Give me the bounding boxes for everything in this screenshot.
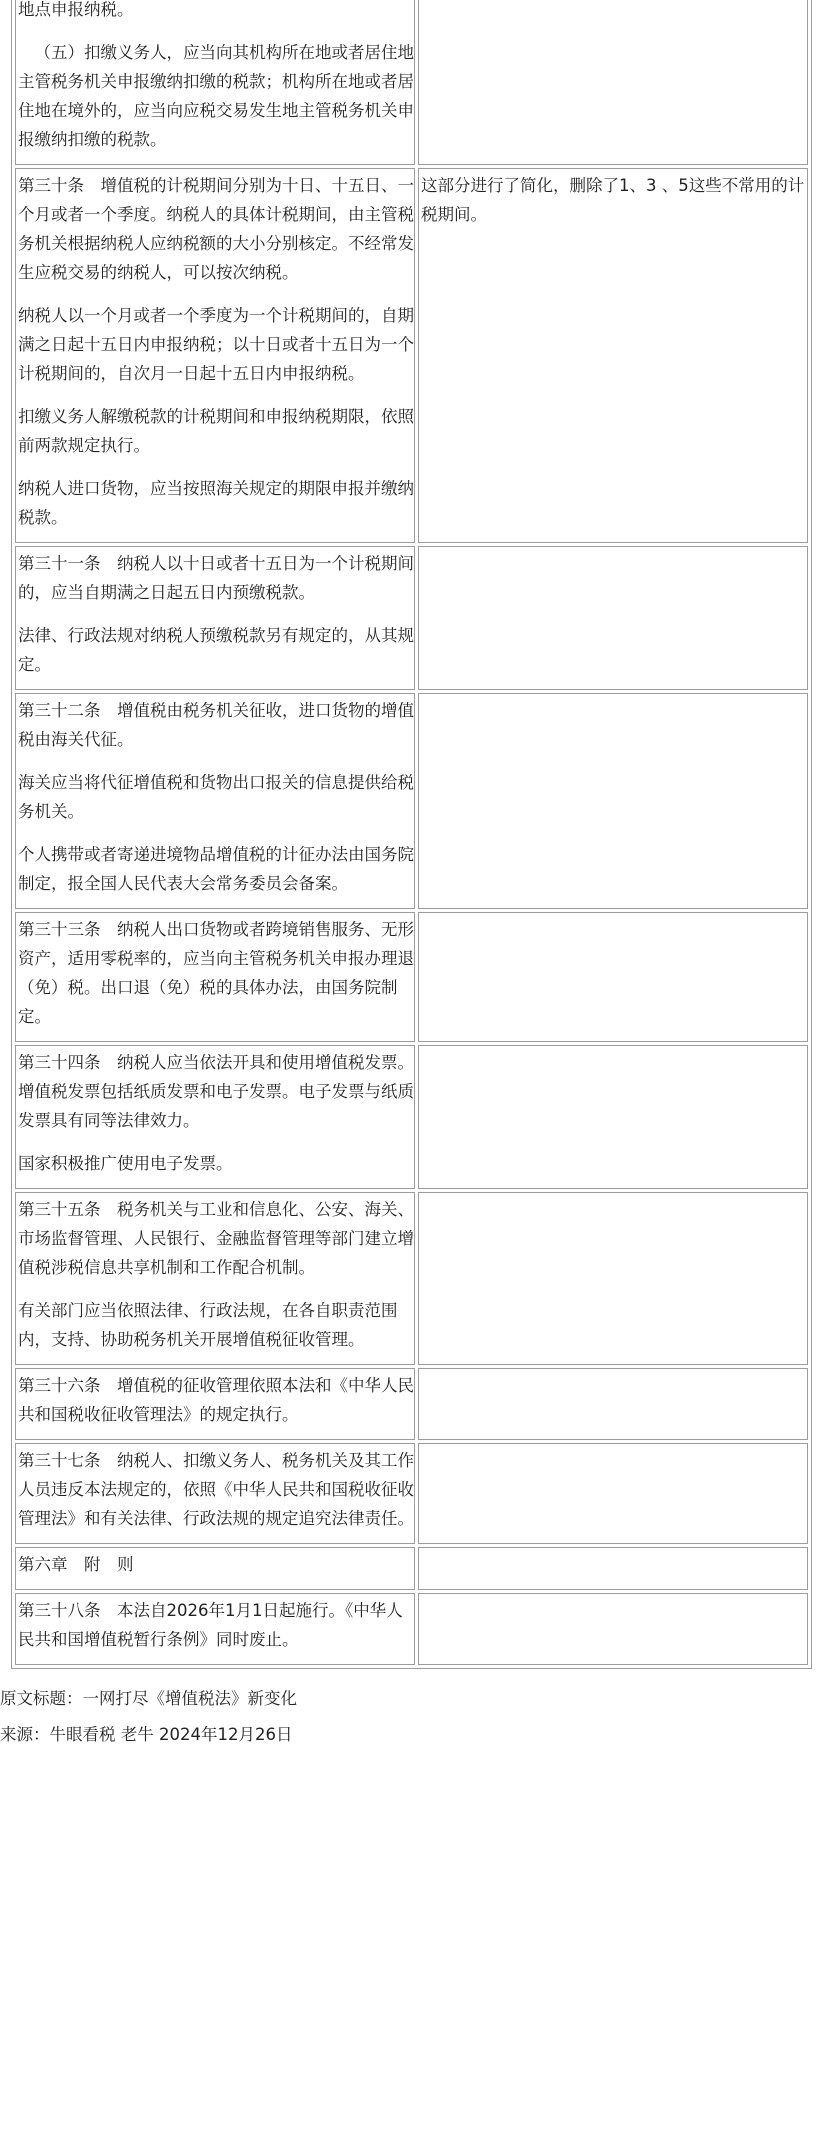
paragraph: 纳税人以一个月或者一个季度为一个计税期间的，自期满之日起十五日内申报纳税；以十日或者十五日为一个计税期间的，自次月一日起十五日内申报纳税。 xyxy=(18,306,414,383)
table-row xyxy=(15,546,808,690)
paragraph: 个人携带或者寄递进境物品增值税的计征办法由国务院制定，报全国人民代表大会常务委员会备案。 xyxy=(18,845,414,893)
law-text-cell xyxy=(15,1192,415,1365)
paragraph: 第三十四条 纳税人应当依法开具和使用增值税发票。增值税发票包括纸质发票和电子发票。电子发票与纸质发票具有同等法律效力。 xyxy=(18,1053,414,1130)
source-line: 来源：牛眼看税 老牛 2024年12月26日 xyxy=(0,1725,293,1744)
table-row xyxy=(15,168,808,543)
paragraph: 第六章 附 则 xyxy=(18,1555,134,1574)
table-row xyxy=(15,1593,808,1665)
comment-cell xyxy=(418,1368,808,1440)
comment-cell xyxy=(418,1045,808,1189)
table-row xyxy=(15,693,808,909)
law-text-cell xyxy=(15,1547,415,1590)
comment-cell xyxy=(418,693,808,909)
law-text-cell xyxy=(15,1368,415,1440)
paragraph: 地点申报纳税。 xyxy=(18,0,134,19)
comment-cell xyxy=(418,1547,808,1590)
table-row xyxy=(15,1547,808,1590)
paragraph: 第三十二条 增值税由税务机关征收，进口货物的增值税由海关代征。 xyxy=(18,701,414,749)
paragraph: 纳税人进口货物，应当按照海关规定的期限申报并缴纳税款。 xyxy=(18,479,414,527)
table-row xyxy=(15,1192,808,1365)
table-row xyxy=(15,1368,808,1440)
paragraph: 有关部门应当依照法律、行政法规，在各自职责范围内，支持、协助税务机关开展增值税征收管理。 xyxy=(18,1301,398,1349)
paragraph: 第三十条 增值税的计税期间分别为十日、十五日、一个月或者一个季度。纳税人的具体计税期间，由主管税务机关根据纳税人应纳税额的大小分别核定。不经常发生应税交易的纳税人，可以按次纳税。 xyxy=(18,176,414,282)
paragraph: 扣缴义务人解缴税款的计税期间和申报纳税期限，依照前两款规定执行。 xyxy=(18,407,414,455)
table-row xyxy=(15,1443,808,1544)
paragraph: 第三十一条 纳税人以十日或者十五日为一个计税期间的，应当自期满之日起五日内预缴税款。 xyxy=(18,554,414,602)
comment-cell xyxy=(418,1443,808,1544)
law-text-cell xyxy=(15,0,415,165)
comment-cell xyxy=(418,0,808,165)
paragraph: 第三十六条 增值税的征收管理依照本法和《中华人民共和国税收征收管理法》的规定执行。 xyxy=(18,1376,414,1424)
table-row xyxy=(15,0,808,165)
law-text-cell xyxy=(15,1443,415,1544)
law-text-cell xyxy=(15,912,415,1042)
comment-cell xyxy=(418,912,808,1042)
paragraph: 国家积极推广使用电子发票。 xyxy=(18,1154,233,1173)
paragraph: 第三十三条 纳税人出口货物或者跨境销售服务、无形资产，适用零税率的，应当向主管税务机关申报办理退（免）税。出口退（免）税的具体办法，由国务院制定。 xyxy=(18,920,414,1026)
table-row xyxy=(15,1045,808,1189)
paragraph: 第三十八条 本法自2026年1月1日起施行。《中华人民共和国增值税暂行条例》同时废止。 xyxy=(18,1601,403,1649)
law-text-cell xyxy=(15,546,415,690)
law-text-cell xyxy=(15,168,415,543)
law-text-cell xyxy=(15,1045,415,1189)
comment-cell: 这部分进行了简化，删除了1、3 、5这些不常用的计税期间。 xyxy=(418,168,808,543)
original-title-line: 原文标题：一网打尽《增值税法》新变化 xyxy=(0,1689,297,1708)
paragraph: 第三十七条 纳税人、扣缴义务人、税务机关及其工作人员违反本法规定的，依照《中华人民共和国税收征收管理法》和有关法律、行政法规的规定追究法律责任。 xyxy=(18,1451,414,1528)
paragraph: 法律、行政法规对纳税人预缴税款另有规定的，从其规定。 xyxy=(18,626,414,674)
comment-cell xyxy=(418,546,808,690)
comparison-table-body xyxy=(15,0,808,1665)
comparison-table xyxy=(11,0,812,1669)
comment-cell xyxy=(418,1593,808,1665)
table-row xyxy=(15,912,808,1042)
comment-cell xyxy=(418,1192,808,1365)
paragraph: 海关应当将代征增值税和货物出口报关的信息提供给税务机关。 xyxy=(18,773,414,821)
law-text-cell xyxy=(15,693,415,909)
paragraph: 第三十五条 税务机关与工业和信息化、公安、海关、市场监督管理、人民银行、金融监督管理等部门建立增值税涉税信息共享机制和工作配合机制。 xyxy=(18,1200,414,1277)
paragraph: （五）扣缴义务人，应当向其机构所在地或者居住地主管税务机关申报缴纳扣缴的税款；机构所在地或者居住地在境外的，应当向应税交易发生地主管税务机关申报缴纳扣缴的税款。 xyxy=(18,43,414,149)
law-text-cell xyxy=(15,1593,415,1665)
